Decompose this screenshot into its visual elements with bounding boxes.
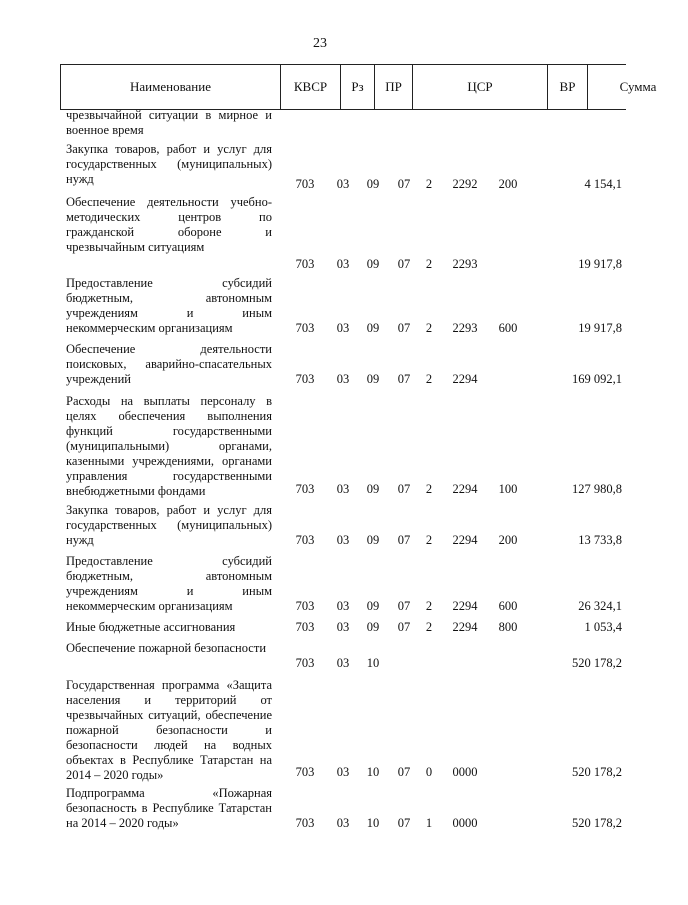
row-name: Государственная программа «Защита населения и территорий от чрезвычайных ситуаций, обеспечение пожарной безопасности и безопасности людей на водных объектах в Республике Татарстан на 2014 – 2020 годы» [66, 678, 272, 782]
cell-rz: 03 [336, 765, 350, 779]
cell-vr: 600 [498, 321, 518, 335]
cell-sum: 520 178,2 [572, 656, 622, 670]
column-header-rz: Рз [341, 65, 375, 109]
column-header-pr: ПР [375, 65, 413, 109]
cell-csr-program: 07 [397, 177, 411, 191]
cell-csr-code: 2294 [452, 533, 478, 547]
cell-pr: 09 [366, 599, 380, 613]
cell-csr-program: 07 [397, 533, 411, 547]
table-row [0, 671, 640, 780]
page-number: 23 [313, 36, 327, 51]
column-header-vr: ВР [548, 65, 588, 109]
cell-pr: 09 [366, 321, 380, 335]
table-row [0, 336, 640, 387]
cell-vr: 200 [498, 177, 518, 191]
cell-sum: 520 178,2 [572, 816, 622, 830]
table-row [0, 497, 640, 548]
cell-kvsr: 703 [295, 765, 315, 779]
cell-pr: 09 [366, 533, 380, 547]
cell-rz: 03 [336, 372, 350, 386]
cell-csr-code: 2293 [452, 257, 478, 271]
column-header-kvsr: КВСР [281, 65, 341, 109]
cell-pr: 09 [366, 257, 380, 271]
cell-sum: 1 053,4 [584, 620, 622, 634]
cell-csr-code: 0000 [452, 816, 478, 830]
cell-vr: 200 [498, 533, 518, 547]
row-name: Обеспечение пожарной безопасности [66, 641, 267, 655]
row-name: Иные бюджетные ассигнования [66, 620, 236, 634]
cell-csr-program: 07 [397, 257, 411, 271]
row-name: чрезвычайной ситуации в мирное и военное время [66, 108, 272, 137]
table-row [0, 614, 640, 635]
column-header-csr: ЦСР [413, 65, 548, 109]
cell-csr-subprogram: 1 [425, 816, 433, 830]
cell-kvsr: 703 [295, 482, 315, 496]
cell-csr-subprogram: 2 [425, 321, 433, 335]
cell-csr-program: 07 [397, 482, 411, 496]
row-name: Обеспечение деятельности учебно-методических центров по гражданской обороне и чрезвычайным ситуациям [66, 195, 272, 254]
cell-kvsr: 703 [295, 533, 315, 547]
cell-csr-code: 2292 [452, 177, 478, 191]
cell-csr-code: 2294 [452, 599, 478, 613]
cell-kvsr: 703 [295, 816, 315, 830]
cell-pr: 10 [366, 816, 380, 830]
cell-sum: 127 980,8 [572, 482, 622, 496]
row-name: Закупка товаров, работ и услуг для государственных (муниципальных) нужд [66, 503, 272, 547]
table-row [0, 548, 640, 614]
cell-csr-code: 2293 [452, 321, 478, 335]
row-name: Предоставление субсидий бюджетным, автономным учреждениям и иным некоммерческим организациям [66, 554, 272, 613]
cell-csr-program: 07 [397, 816, 411, 830]
cell-sum: 13 733,8 [578, 533, 622, 547]
row-name: Предоставление субсидий бюджетным, автономным учреждениям и иным некоммерческим организациям [66, 276, 272, 335]
cell-pr: 09 [366, 177, 380, 191]
table-row [0, 780, 640, 831]
cell-kvsr: 703 [295, 620, 315, 634]
column-header-sum: Сумма [619, 79, 657, 94]
cell-kvsr: 703 [295, 372, 315, 386]
cell-vr: 800 [498, 620, 518, 634]
cell-sum: 19 917,8 [578, 257, 622, 271]
cell-csr-code: 0000 [452, 765, 478, 779]
cell-vr: 600 [498, 599, 518, 613]
cell-rz: 03 [336, 321, 350, 335]
table-row [0, 108, 640, 142]
table-header [60, 64, 657, 110]
row-name: Обеспечение деятельности поисковых, аварийно-спасательных учреждений [66, 342, 272, 386]
cell-kvsr: 703 [295, 599, 315, 613]
cell-sum: 169 092,1 [572, 372, 622, 386]
row-name: Расходы на выплаты персоналу в целях обеспечения выполнения функций государственными (муниципальными) органами, казенными учреждениями, органами управления государственными внебюджетными фондами [66, 394, 272, 498]
cell-csr-subprogram: 2 [425, 257, 433, 271]
cell-pr: 10 [366, 765, 380, 779]
table-row [0, 635, 640, 671]
cell-csr-subprogram: 2 [425, 533, 433, 547]
cell-csr-program: 07 [397, 599, 411, 613]
cell-csr-code: 2294 [452, 620, 478, 634]
cell-csr-program: 07 [397, 765, 411, 779]
cell-rz: 03 [336, 177, 350, 191]
cell-pr: 09 [366, 372, 380, 386]
cell-csr-program: 07 [397, 372, 411, 386]
cell-csr-subprogram: 2 [425, 599, 433, 613]
cell-sum: 520 178,2 [572, 765, 622, 779]
cell-rz: 03 [336, 257, 350, 271]
cell-rz: 03 [336, 816, 350, 830]
cell-pr: 09 [366, 482, 380, 496]
row-name: Подпрограмма «Пожарная безопасность в Республике Татарстан на 2014 – 2020 годы» [66, 786, 272, 830]
cell-rz: 03 [336, 656, 350, 670]
cell-csr-subprogram: 2 [425, 620, 433, 634]
cell-pr: 10 [366, 656, 380, 670]
cell-csr-code: 2294 [452, 372, 478, 386]
cell-csr-program: 07 [397, 321, 411, 335]
column-header-name: Наименование [61, 65, 281, 109]
cell-kvsr: 703 [295, 656, 315, 670]
cell-csr-program: 07 [397, 620, 411, 634]
cell-rz: 03 [336, 533, 350, 547]
cell-kvsr: 703 [295, 321, 315, 335]
cell-csr-subprogram: 2 [425, 482, 433, 496]
cell-csr-subprogram: 2 [425, 372, 433, 386]
cell-csr-subprogram: 2 [425, 177, 433, 191]
row-name: Закупка товаров, работ и услуг для государственных (муниципальных) нужд [66, 142, 272, 186]
table-row [0, 142, 640, 192]
table-body [0, 108, 640, 831]
cell-pr: 09 [366, 620, 380, 634]
cell-sum: 26 324,1 [578, 599, 622, 613]
cell-kvsr: 703 [295, 257, 315, 271]
cell-vr: 100 [498, 482, 518, 496]
cell-rz: 03 [336, 599, 350, 613]
table-row [0, 272, 640, 336]
table-row [0, 192, 640, 272]
cell-csr-subprogram: 0 [425, 765, 433, 779]
cell-csr-code: 2294 [452, 482, 478, 496]
cell-sum: 4 154,1 [584, 177, 622, 191]
cell-sum: 19 917,8 [578, 321, 622, 335]
table-row [0, 387, 640, 497]
cell-kvsr: 703 [295, 177, 315, 191]
cell-rz: 03 [336, 620, 350, 634]
cell-rz: 03 [336, 482, 350, 496]
